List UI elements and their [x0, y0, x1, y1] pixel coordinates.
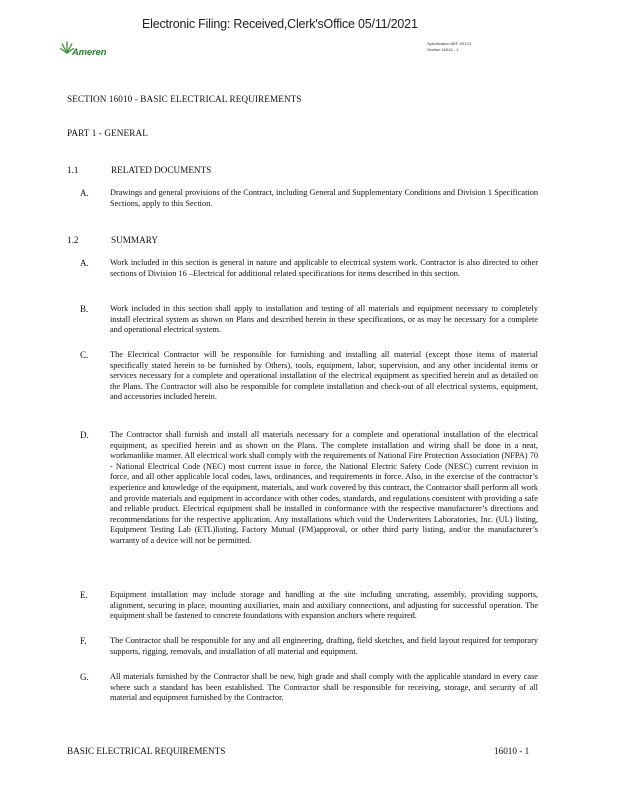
article-number: 1.2 [67, 235, 79, 245]
item-text: The Electrical Contractor will be responsible for furnishing and installing all material (except those items of material specifically stated herein to be furnished by Others), tools, equipment, labor, supervision, and any other incidental items or services necessary for a complete and operational installation of the electrical equipment as specified herein and as detailed on the Plans. The Contractor will also be responsible for complete installation and check-out of all electrical systems, equipment, and accessories included herein. [110, 350, 538, 402]
item-text: Work included in this section is general in nature and applicable to electrical system work. Contractor is also directed to other sections of Division 16 –Electrical for additional related specifications for items described in this section. [110, 258, 538, 278]
article-title: SUMMARY [111, 235, 158, 245]
footer-left: BASIC ELECTRICAL REQUIREMENTS [67, 746, 226, 756]
spec-line-2: Section 16010 - 1 [427, 46, 459, 52]
section-title: SECTION 16010 - BASIC ELECTRICAL REQUIREMENTS [67, 94, 302, 104]
list-item [80, 304, 538, 336]
ameren-logo [60, 40, 120, 62]
list-item [80, 188, 538, 209]
logo-text: Ameren [72, 47, 107, 58]
list-item [80, 350, 538, 403]
item-letter: A. [80, 258, 89, 268]
item-letter: B. [80, 304, 89, 314]
item-letter: G. [80, 672, 89, 682]
list-item [80, 430, 538, 547]
spec-reference [427, 41, 471, 52]
item-text: Work included in this section shall apply to installation and testing of all materials and equipment necessary to completely install electrical system as shown on Plans and described herein in these specifications, or as may be necessary for a complete and operational electrical system. [110, 304, 538, 335]
list-item [80, 590, 538, 622]
list-item [80, 636, 538, 657]
item-letter: A. [80, 188, 89, 198]
article-number: 1.1 [67, 165, 79, 175]
item-text: Equipment installation may include storage and handling at the site including uncrating, assembly, providing supports, alignment, securing in place, mounting auxiliaries, main and auxiliary connections, and adjusting for successful operation. The equipment shall be fastened to concrete foundations with expansion anchors where required. [110, 590, 538, 621]
filing-stamp: Electronic Filing: Received,Clerk'sOffice 05/11/2021 [142, 17, 418, 31]
item-text: The Contractor shall furnish and install all materials necessary for a complete and operational installation of the electrical equipment, as specified herein and as shown on the Plans. The complete installation and wiring shall be done in a neat, workmanlike manner. All electrical work shall comply with the requirements of National Fire Protection Association (NFPA) 70 - National Electrical Code (NEC) most current issue in force, the National Electric Safety Code (NESC) current revision in force, and all other applicable local codes, laws, ordinances, and requirements in force. Also, in the exercise of the contractor’s experience and knowledge of the equipment, materials, and work covered by this contract, the Contractor shall perform all work and provide materials and equipment in accordance with other codes, standards, and regulations consistent with providing a safe and reliable product. Electrical equipment shall be installed in conformance with the respective manufacturer’s directions and recommendations for the respective application. Any installations which void the Underwriters Laboratories, Inc. (UL) listing, Equipment Testing Lab (ETL)listing, Factory Mutual (FM)approval, or other third party listing, and/or the manufacturer’s warranty of a device will not be permitted. [110, 430, 538, 545]
item-letter: C. [80, 350, 89, 360]
item-text: The Contractor shall be responsible for any and all engineering, drafting, field sketches, and field layout required for temporary supports, rigging, removals, and installation of all material and equipment. [110, 636, 538, 656]
item-letter: E. [80, 590, 88, 600]
item-text: Drawings and general provisions of the Contract, including General and Supplementary Conditions and Division 1 Specification Sections, apply to this Section. [110, 188, 538, 208]
footer-page-number: 16010 - 1 [494, 746, 530, 756]
list-item [80, 258, 538, 279]
item-text: All materials furnished by the Contractor shall be new, high grade and shall comply with the applicable standard in every case where such a standard has been established. The Contractor shall be responsible for receiving, storage, and security of all material and equipment furnished by the Contractor. [110, 672, 538, 703]
article-title: RELATED DOCUMENTS [111, 165, 212, 175]
part-title: PART 1 - GENERAL [67, 128, 148, 138]
list-item [80, 672, 538, 704]
item-letter: D. [80, 430, 89, 440]
spec-line-1: Specification AEF-00123 [427, 41, 471, 46]
item-letter: F. [80, 636, 87, 646]
